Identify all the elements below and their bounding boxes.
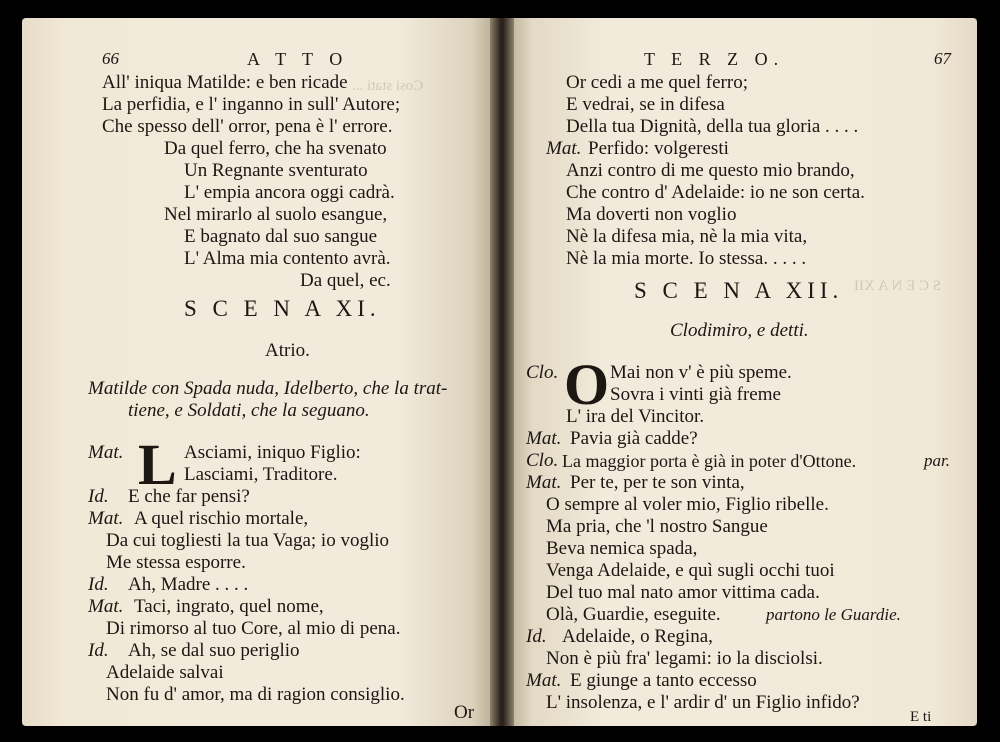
dialogue-line: Non è più fra' legami: io la disciolsi.	[546, 648, 823, 669]
speaker-label: Id.	[88, 640, 109, 661]
dialogue-line: Ah, se dal suo periglio	[128, 640, 300, 661]
speaker-label: Mat.	[526, 670, 562, 691]
verse-line: All' iniqua Matilde: e ben ricade	[102, 72, 348, 93]
bleed-through: S C E N A XII	[854, 278, 942, 294]
dialogue-line: Ma pria, che 'l nostro Sangue	[546, 516, 768, 537]
speaker-label: Id.	[88, 574, 109, 595]
dialogue-line: E giunge a tanto eccesso	[570, 670, 757, 691]
dialogue-line: Adelaide, o Regina,	[562, 626, 713, 647]
right-page	[514, 18, 977, 726]
verse-line: L' Alma mia contento avrà.	[184, 248, 391, 269]
dialogue-line: Per te, per te son vinta,	[570, 472, 745, 493]
left-page	[22, 18, 490, 726]
dialogue-line: Ma doverti non voglio	[566, 204, 737, 225]
dialogue-line: Olà, Guardie, eseguite.	[546, 604, 721, 625]
book-gutter	[490, 18, 514, 726]
bleed-through: Cosi stati ...	[352, 78, 424, 94]
dialogue-line: Taci, ingrato, quel nome,	[134, 596, 324, 617]
dialogue-line: Anzi contro di me questo mio brando,	[566, 160, 855, 181]
running-head: A T T O	[247, 49, 349, 69]
dialogue-line: Sovra i vinti già freme	[610, 384, 781, 405]
speaker-label: Mat.	[526, 428, 562, 449]
dialogue-line: Venga Adelaide, e quì sugli occhi tuoi	[546, 560, 835, 581]
verse-line: Un Regnante sventurato	[184, 160, 368, 181]
dialogue-line: Che contro d' Adelaide: io ne son certa.	[566, 182, 865, 203]
aside: par.	[924, 451, 950, 470]
verse-line: E vedrai, se in difesa	[566, 94, 725, 115]
running-head: T E R Z O.	[644, 49, 785, 69]
dialogue-line: Lasciami, Traditore.	[184, 464, 338, 485]
dialogue-line: Pavia già cadde?	[570, 428, 698, 449]
speaker-label: Id.	[526, 626, 547, 647]
page-number: 66	[102, 49, 119, 68]
dialogue-line: Nè la mia morte. Io stessa. . . . .	[566, 248, 807, 269]
dialogue-line: Adelaide salvai	[106, 662, 224, 683]
verse-line: Che spesso dell' orror, pena è l' errore.	[102, 116, 393, 137]
speaker-label: Mat.	[546, 138, 582, 159]
speaker-label: Mat.	[88, 442, 124, 463]
dialogue-line: Ah, Madre . . . .	[128, 574, 249, 595]
drop-cap: O	[564, 352, 610, 417]
scene-title: S C E N A XI.	[184, 296, 381, 321]
speaker-label: Clo.	[526, 450, 559, 471]
catchword: Or	[454, 702, 475, 723]
dialogue-line: Me stessa esporre.	[106, 552, 246, 573]
verse-line: L' empia ancora oggi cadrà.	[184, 182, 395, 203]
dialogue-line: L' insolenza, e l' ardir d' un Figlio infido?	[546, 692, 860, 713]
open-book	[22, 18, 977, 726]
dialogue-line: Asciami, iniquo Figlio:	[184, 442, 361, 463]
stage-direction: Matilde con Spada nuda, Idelberto, che la trat-	[88, 378, 448, 399]
aside: partono le Guardie.	[766, 605, 901, 624]
page-number: 67	[934, 49, 951, 68]
verse-line: Della tua Dignità, della tua gloria . . . .	[566, 116, 859, 137]
catchword: E ti	[910, 709, 932, 725]
verse-line: Da quel, ec.	[300, 270, 391, 291]
dialogue-line: Beva nemica spada,	[546, 538, 698, 559]
dialogue-line: O sempre al voler mio, Figlio ribelle.	[546, 494, 829, 515]
scene-setting: Atrio.	[265, 340, 310, 361]
drop-cap: L	[138, 432, 177, 497]
dialogue-line: La maggior porta è già in poter d'Ottone.	[562, 451, 857, 471]
speaker-label: Mat.	[526, 472, 562, 493]
dialogue-line: Non fu d' amor, ma di ragion consiglio.	[106, 684, 405, 705]
dialogue-line: Nè la difesa mia, nè la mia vita,	[566, 226, 808, 247]
speaker-label: Mat.	[88, 596, 124, 617]
dialogue-line: Del tuo mal nato amor vittima cada.	[546, 582, 820, 603]
verse-line: Nel mirarlo al suolo esangue,	[164, 204, 388, 225]
verse-line: La perfidia, e l' inganno in sull' Autore;	[102, 94, 401, 115]
dialogue-line: L' ira del Vincitor.	[566, 406, 705, 427]
stage-direction: tiene, e Soldati, che la seguano.	[128, 400, 370, 421]
speaker-label: Mat.	[88, 508, 124, 529]
speaker-label: Id.	[88, 486, 109, 507]
dialogue-line: Mai non v' è più speme.	[610, 362, 792, 383]
verse-line: Or cedi a me quel ferro;	[566, 72, 748, 93]
stage-direction: Clodimiro, e detti.	[670, 320, 809, 341]
scene-title: S C E N A XII.	[634, 278, 844, 303]
dialogue-line: Perfido: volgeresti	[588, 138, 729, 159]
speaker-label: Clo.	[526, 362, 559, 383]
dialogue-line: E che far pensi?	[128, 486, 250, 507]
dialogue-line: A quel rischio mortale,	[134, 508, 309, 529]
verse-line: E bagnato dal suo sangue	[184, 226, 378, 247]
dialogue-line: Di rimorso al tuo Core, al mio di pena.	[106, 618, 401, 639]
dialogue-line: Da cui togliesti la tua Vaga; io voglio	[106, 530, 390, 551]
verse-line: Da quel ferro, che ha svenato	[164, 138, 387, 159]
